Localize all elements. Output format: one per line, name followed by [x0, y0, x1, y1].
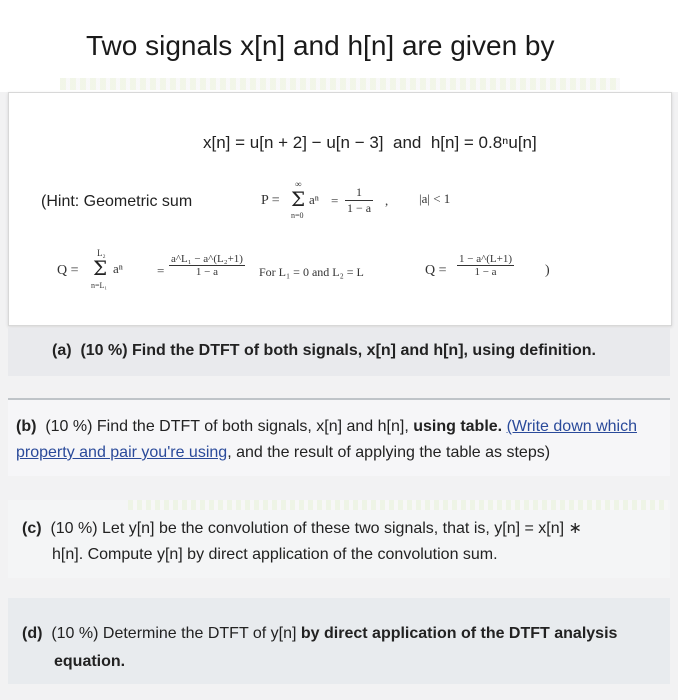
hint-label: (Hint: Geometric sum: [41, 193, 193, 210]
q2-lhs: Q =: [425, 263, 447, 278]
question-c-label: (c): [22, 520, 42, 537]
q-lower-limit: n=L₁: [91, 281, 108, 290]
p-comma: ,: [385, 193, 389, 208]
q-denominator: 1 − a: [195, 266, 219, 278]
p-denominator: 1 − a: [347, 201, 372, 215]
question-b-label: (b): [16, 418, 37, 435]
question-b-bold: using table.: [413, 418, 503, 435]
q-equals: =: [157, 263, 165, 278]
question-d-bold: by direct application of the DTFT analysis: [300, 625, 618, 642]
problem-title: Two signals x[n] and h[n] are given by: [86, 30, 555, 61]
q-sum-symbol: Σ: [93, 256, 108, 280]
question-b-underlined: (Write down which property and pair you're using: [16, 418, 637, 461]
q-fraction: [169, 253, 245, 278]
question-b-text: (10 %) Find the DTFT of both signals, x[n] and h[n],: [45, 418, 409, 435]
and-word: and: [392, 133, 422, 152]
decorative-stripe: [60, 78, 620, 90]
question-d-label: (d): [22, 625, 43, 642]
question-a: [8, 328, 670, 376]
special-case-text: For L₁ = 0 and L₂ = L: [259, 265, 364, 279]
x-definition: x[n] = u[n + 2] − u[n − 3]: [203, 133, 384, 152]
equation-box: [8, 92, 672, 326]
question-a-label: (a): [52, 342, 72, 359]
q-term: aⁿ: [113, 261, 123, 276]
p-equals: =: [331, 193, 339, 208]
question-d-bold-cont: equation.: [54, 653, 126, 670]
p-numerator: 1: [345, 185, 373, 201]
question-c-line1: (10 %) Let y[n] be the convolution of these two signals, that is, y[n] = x[n] ∗: [50, 520, 582, 537]
title-area: [0, 0, 678, 92]
q-upper-limit: L₂: [97, 248, 106, 258]
q2-denominator: 1 − a: [474, 266, 497, 278]
q-numerator: a^L₁ − a^(L₂+1): [171, 253, 243, 265]
q2-numerator: 1 − a^(L+1): [459, 253, 512, 265]
p-lhs: P =: [261, 193, 280, 208]
question-c: [8, 500, 670, 578]
p-term: aⁿ: [309, 192, 319, 207]
h-definition: h[n] = 0.8ⁿu[n]: [430, 133, 537, 152]
signal-definitions: [203, 133, 537, 153]
question-b-post: , and the result of applying the table as steps): [227, 444, 551, 461]
p-sum-symbol: Σ: [291, 187, 306, 211]
convergence-condition: |a| < 1: [419, 191, 451, 206]
p-upper-limit: ∞: [295, 179, 302, 189]
p-lower-limit: n=0: [291, 211, 304, 220]
question-c-line2: h[n]. Compute y[n] by direct application of the convolution sum.: [52, 546, 498, 563]
question-a-text: (10 %) Find the DTFT of both signals, x[n] and h[n], using definition.: [80, 342, 596, 359]
question-d-text: (10 %) Determine the DTFT of y[n]: [51, 625, 297, 642]
question-b: [8, 398, 670, 476]
question-d: [8, 598, 670, 684]
hint-close-paren: ): [545, 263, 550, 278]
q-lhs: Q =: [57, 263, 79, 278]
p-fraction: [345, 185, 373, 216]
q2-fraction: [457, 253, 514, 278]
